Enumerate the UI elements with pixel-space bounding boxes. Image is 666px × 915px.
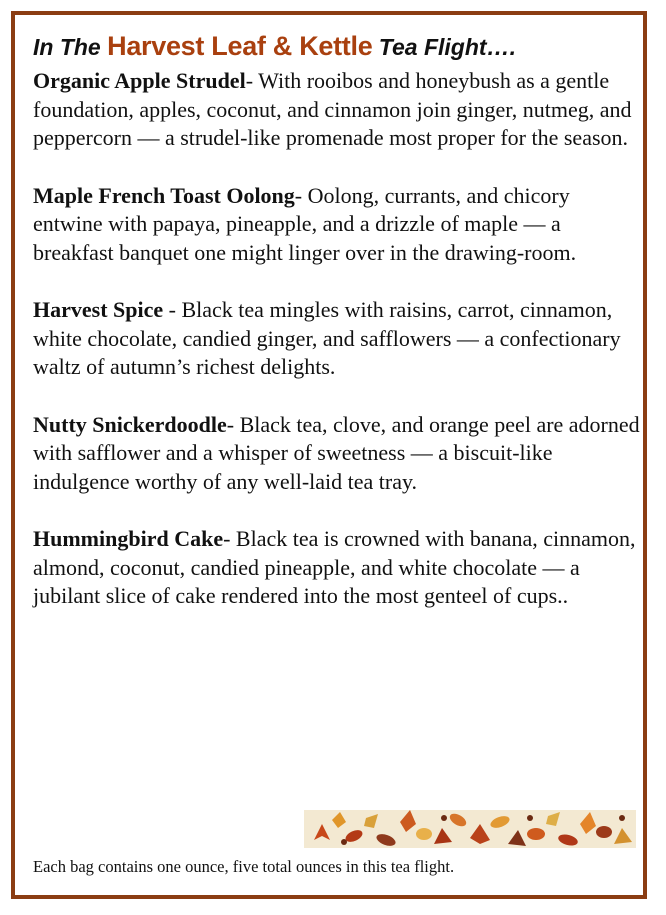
tea-separator: - xyxy=(226,411,240,437)
tea-list xyxy=(33,67,643,640)
footer-note: Each bag contains one ounce, five total ounces in this tea flight. xyxy=(33,857,455,876)
page-title xyxy=(33,31,516,62)
title-prefix: In The xyxy=(33,34,108,60)
tea-description: Oolong, currants, and chicory entwine with papaya, pineapple, and a drizzle of maple — a breakfast banquet one might linger over in the drawing-room. xyxy=(33,182,577,265)
tea-description: Black tea, clove, and orange peel are adorned with safflower and a whisper of sweetness — a biscuit-like indulgence worthy of any well-laid tea tray. xyxy=(33,411,640,494)
tea-separator: - xyxy=(223,526,236,551)
tea-description: With rooibos and honeybush as a gentle foundation, apples, coconut, and cinnamon join ginger, nutmeg, and peppercorn — a strudel-like promenade most proper for the season. xyxy=(33,68,632,150)
title-suffix: Tea Flight…. xyxy=(372,34,516,60)
tea-entry-maple-french-toast xyxy=(33,182,643,268)
menu-card-frame xyxy=(11,11,647,899)
tea-separator: - xyxy=(245,68,259,93)
tea-description: Black tea is crowned with banana, cinnamon, almond, coconut, candied pineapple, and white chocolate — a jubilant slice of cake rendered into the most genteel of cups.. xyxy=(33,526,636,608)
autumn-leaves-banner-icon xyxy=(304,810,636,848)
tea-name: Maple French Toast Oolong xyxy=(33,182,295,208)
tea-entry-hummingbird-cake xyxy=(33,525,643,611)
tea-description: Black tea mingles with raisins, carrot, cinnamon, white chocolate, candied ginger, and safflowers — a confectionary waltz of autumn’s richest delights. xyxy=(33,297,621,379)
brand-name: Harvest Leaf & Kettle xyxy=(107,31,373,61)
tea-entry-harvest-spice xyxy=(33,296,643,382)
tea-separator: - xyxy=(294,182,308,208)
tea-entry-nutty-snickerdoodle xyxy=(33,411,643,497)
tea-entry-apple-strudel xyxy=(33,67,643,153)
tea-separator: - xyxy=(163,297,182,322)
tea-name: Nutty Snickerdoodle xyxy=(33,411,227,437)
tea-name: Organic Apple Strudel xyxy=(33,68,246,93)
tea-name: Hummingbird Cake xyxy=(33,526,224,551)
tea-name: Harvest Spice xyxy=(33,297,164,322)
